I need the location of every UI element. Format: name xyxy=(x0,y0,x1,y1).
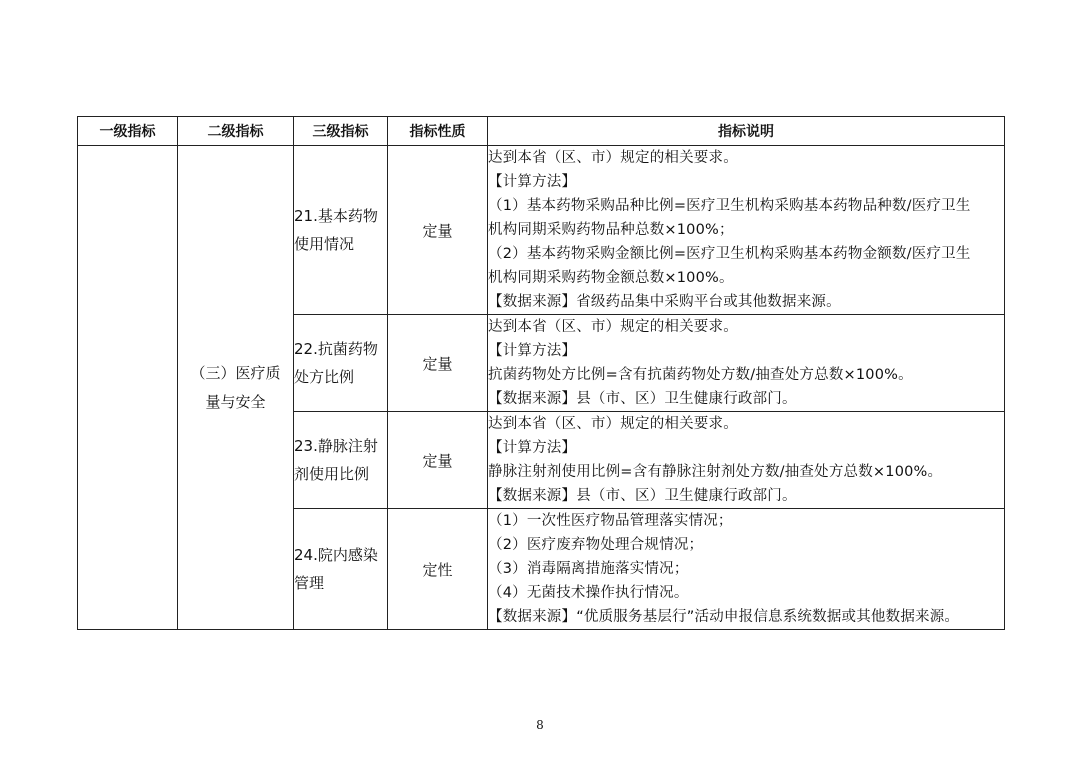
indicator-line: 23.静脉注射 xyxy=(294,437,378,455)
level3-cell xyxy=(294,146,388,315)
nature-cell: 定量 xyxy=(388,412,488,509)
table-header-row xyxy=(78,117,1005,146)
header-description: 指标说明 xyxy=(488,117,1005,146)
level1-cell xyxy=(78,146,178,630)
description-cell xyxy=(488,315,1005,412)
description-line: 达到本省（区、市）规定的相关要求。 xyxy=(488,319,738,335)
table-row xyxy=(78,146,1005,315)
indicator-line: 管理 xyxy=(294,574,325,592)
header-nature: 指标性质 xyxy=(388,117,488,146)
indicator-line: 21.基本药物 xyxy=(294,207,378,225)
description-line: 机构同期采购药物品种总数×100%； xyxy=(488,222,734,238)
description-line: 【数据来源】“优质服务基层行”活动申报信息系统数据或其他数据来源。 xyxy=(488,609,960,625)
description-line: 【计算方法】 xyxy=(488,174,577,190)
nature-cell: 定性 xyxy=(388,509,488,630)
page-number: 8 xyxy=(536,718,544,732)
description-line: 静脉注射剂使用比例=含有静脉注射剂处方数/抽查处方总数×100%。 xyxy=(488,464,943,480)
level3-cell xyxy=(294,509,388,630)
indicator-line: 处方比例 xyxy=(294,368,355,386)
level2-line: 量与安全 xyxy=(205,392,266,411)
level3-cell xyxy=(294,412,388,509)
description-line: （4）无菌技术操作执行情况。 xyxy=(488,585,689,601)
indicator-line: 24.院内感染 xyxy=(294,546,378,564)
description-line: （1）一次性医疗物品管理落实情况； xyxy=(488,513,733,529)
description-line: 机构同期采购药物金额总数×100%。 xyxy=(488,270,734,286)
description-line: 【数据来源】县（市、区）卫生健康行政部门。 xyxy=(488,488,797,504)
description-line: （2）基本药物采购金额比例=医疗卫生机构采购基本药物金额数/医疗卫生 xyxy=(488,246,971,262)
nature-cell: 定量 xyxy=(388,315,488,412)
description-line: 【计算方法】 xyxy=(488,440,577,456)
description-cell xyxy=(488,509,1005,630)
indicator-table xyxy=(77,116,1005,630)
header-level2: 二级指标 xyxy=(178,117,294,146)
description-line: （3）消毒隔离措施落实情况； xyxy=(488,561,689,577)
description-line: 达到本省（区、市）规定的相关要求。 xyxy=(488,416,738,432)
header-level1: 一级指标 xyxy=(78,117,178,146)
indicator-line: 使用情况 xyxy=(294,235,355,253)
nature-cell: 定量 xyxy=(388,146,488,315)
description-line: （2）医疗废弃物处理合规情况； xyxy=(488,537,704,553)
level2-cell xyxy=(178,146,294,630)
level3-cell xyxy=(294,315,388,412)
description-line: 达到本省（区、市）规定的相关要求。 xyxy=(488,150,738,166)
indicator-line: 剂使用比例 xyxy=(294,465,370,483)
description-line: 抗菌药物处方比例=含有抗菌药物处方数/抽查处方总数×100%。 xyxy=(488,367,913,383)
description-line: 【数据来源】县（市、区）卫生健康行政部门。 xyxy=(488,391,797,407)
description-cell xyxy=(488,146,1005,315)
description-cell xyxy=(488,412,1005,509)
level2-line: （三）医疗质 xyxy=(190,363,281,382)
description-line: 【数据来源】省级药品集中采购平台或其他数据来源。 xyxy=(488,294,841,310)
header-level3: 三级指标 xyxy=(294,117,388,146)
description-line: （1）基本药物采购品种比例=医疗卫生机构采购基本药物品种数/医疗卫生 xyxy=(488,198,971,214)
description-line: 【计算方法】 xyxy=(488,343,577,359)
indicator-line: 22.抗菌药物 xyxy=(294,340,378,358)
